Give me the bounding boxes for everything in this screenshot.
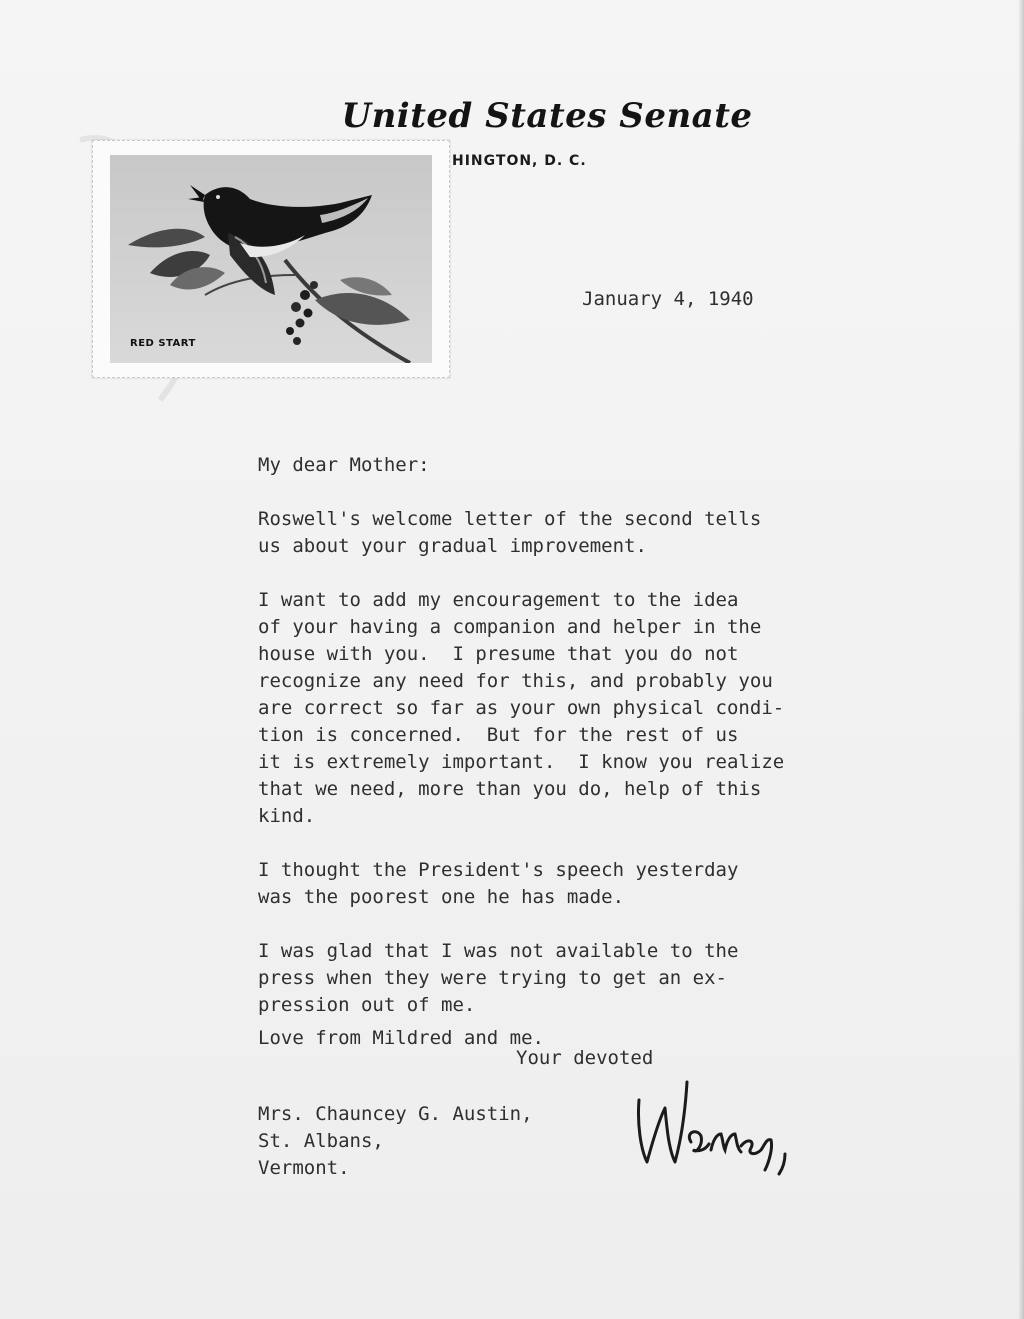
letter-closing: Love from Mildred and me. (258, 1027, 544, 1049)
page-edge-shadow (1018, 0, 1024, 1319)
letter-paragraph: I was glad that I was not available to the press when they were trying to get an ex- pression out of me. (258, 940, 739, 1016)
letterhead-title (0, 96, 1024, 136)
handwritten-signature (625, 1070, 805, 1180)
redstart-bird-illustration (110, 155, 432, 363)
letter-paragraph: I want to add my encouragement to the idea of your having a companion and helper in the house with you. I presume that you do not recognize any need for this, and probably you are correct so far as your own physical condi- tion is concerned. But for the rest of us it is extremely important. I know you realize that we need, more than you do, help of this kind. (258, 589, 785, 827)
recipient-address: Mrs. Chauncey G. Austin, St. Albans, Vermont. (258, 1103, 533, 1179)
letterhead-title-text: United States Senate (341, 96, 753, 136)
letter-date: January 4, 1940 (582, 288, 754, 310)
stamp-caption: RED START (130, 338, 196, 349)
complimentary-close: Your devoted (516, 1047, 654, 1069)
bird-stamp (92, 140, 450, 378)
stamp-illustration (110, 155, 432, 363)
letter-salutation: My dear Mother: (258, 454, 430, 476)
letter-paragraph: I thought the President's speech yesterday was the poorest one he has made. (258, 859, 739, 908)
letterhead-location: HINGTON, D. C. (452, 153, 587, 169)
letter-paragraph: Roswell's welcome letter of the second tells us about your gradual improvement. (258, 508, 762, 557)
